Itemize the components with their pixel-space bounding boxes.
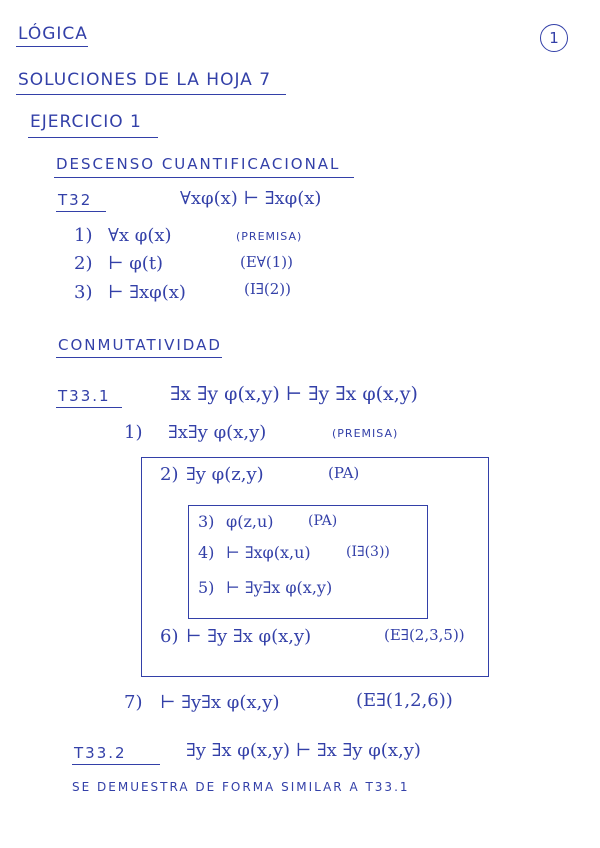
t32-step1-justification: (PREMISA)	[236, 230, 303, 243]
t32-label: T32	[58, 191, 93, 209]
t32-step2-justification: (E∀(1))	[240, 253, 293, 271]
subtitle-underline	[16, 94, 286, 95]
t33-1-step4-formula: ⊢ ∃xφ(x,u)	[226, 543, 311, 562]
t33-1-step6-number: 6)	[160, 626, 179, 647]
t32-underline	[56, 211, 106, 212]
t33-1-step3-formula: φ(z,u)	[226, 512, 274, 531]
conmutatividad-heading: CONMUTATIVIDAD	[58, 336, 222, 354]
t33-1-step3-justification: (PA)	[308, 513, 338, 529]
t33-1-formula: ∃x ∃y φ(x,y) ⊢ ∃y ∃x φ(x,y)	[170, 383, 418, 405]
exercise-underline	[28, 137, 158, 138]
exercise-title: EJERCICIO 1	[30, 112, 142, 132]
t33-2-formula: ∃y ∃x φ(x,y) ⊢ ∃x ∃y φ(x,y)	[186, 740, 421, 761]
t33-1-step2-number: 2)	[160, 464, 179, 485]
descenso-heading: DESCENSO CUANTIFICACIONAL	[56, 155, 341, 173]
t32-step3-formula: ⊢ ∃xφ(x)	[108, 282, 186, 303]
t33-1-step3-number: 3)	[198, 512, 215, 531]
t33-1-step1-number: 1)	[124, 422, 143, 443]
page-number: 1	[540, 24, 568, 52]
t33-1-step4-number: 4)	[198, 543, 215, 562]
subject-underline	[16, 46, 88, 47]
t32-step1-formula: ∀x φ(x)	[108, 225, 172, 246]
t33-2-note: SE DEMUESTRA DE FORMA SIMILAR A T33.1	[72, 780, 410, 794]
t33-2-underline	[72, 764, 160, 765]
t32-step1-number: 1)	[74, 225, 93, 246]
t32-step2-number: 2)	[74, 253, 93, 274]
t33-1-step2-justification: (PA)	[328, 464, 360, 482]
subtitle: SOLUCIONES DE LA HOJA 7	[18, 70, 272, 90]
t33-1-step7-justification: (E∃(1,2,6))	[356, 690, 453, 711]
t33-2-label: T33.2	[74, 744, 127, 762]
t33-1-step1-formula: ∃x∃y φ(x,y)	[168, 422, 267, 443]
t32-step3-number: 3)	[74, 282, 93, 303]
descenso-underline	[54, 177, 354, 178]
t33-1-label: T33.1	[58, 387, 111, 405]
t32-step3-justification: (I∃(2))	[244, 280, 292, 298]
t33-1-step4-justification: (I∃(3))	[346, 544, 390, 560]
t33-1-underline	[56, 407, 122, 408]
t33-1-step6-formula: ⊢ ∃y ∃x φ(x,y)	[186, 626, 312, 647]
t33-1-step7-formula: ⊢ ∃y∃x φ(x,y)	[160, 692, 280, 713]
t33-1-step1-justification: (PREMISA)	[332, 427, 399, 440]
t33-1-step5-formula: ⊢ ∃y∃x φ(x,y)	[226, 578, 333, 597]
t32-step2-formula: ⊢ φ(t)	[108, 253, 164, 274]
t33-1-step6-justification: (E∃(2,3,5))	[384, 626, 465, 644]
t33-1-step7-number: 7)	[124, 692, 143, 713]
conmutatividad-underline	[56, 357, 222, 358]
t32-formula: ∀xφ(x) ⊢ ∃xφ(x)	[180, 188, 322, 209]
t33-1-step2-formula: ∃y φ(z,y)	[186, 464, 264, 485]
t33-1-step5-number: 5)	[198, 578, 215, 597]
subject-title: LÓGICA	[18, 24, 88, 44]
